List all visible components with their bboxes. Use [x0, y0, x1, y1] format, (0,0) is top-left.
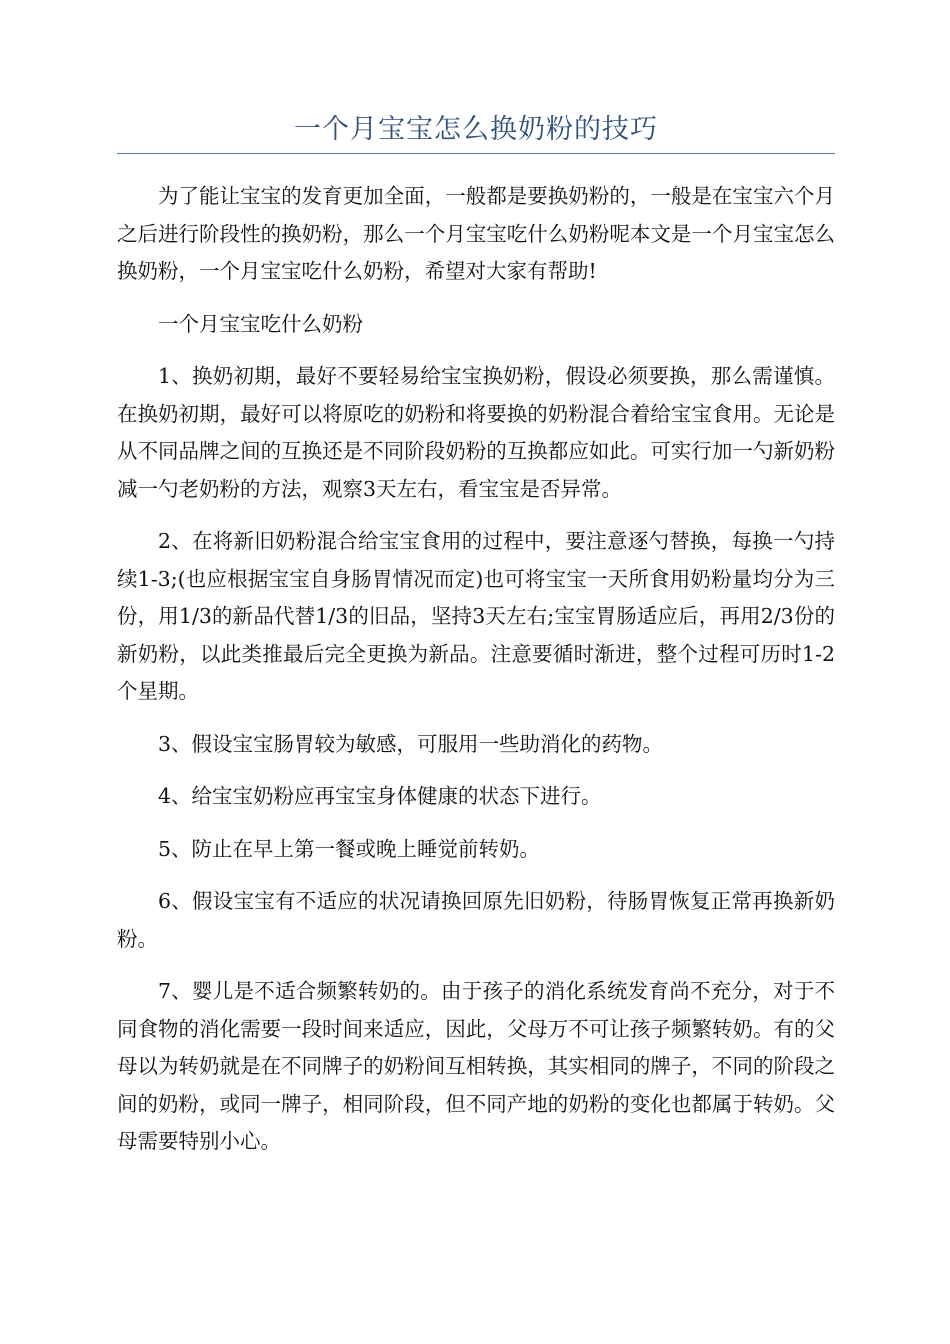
paragraph-item-2: 2、在将新旧奶粉混合给宝宝食用的过程中，要注意逐勺替换，每换一勺持续1-3;(也应根据宝宝自身肠胃情况而定)也可将宝宝一天所食用奶粉量均分为三份，用1/3的新品代替1/3的旧品，坚持3天左右;宝宝胃肠适应后，再用2/3份的新奶粉，以此类推最后完全更换为新品。注意要循时渐进，整个过程可历时1-2个星期。 [117, 529, 835, 703]
document-title: 一个月宝宝怎么换奶粉的技巧 [294, 114, 658, 145]
paragraph-item-5: 5、防止在早上第一餐或晚上睡觉前转奶。 [158, 836, 541, 861]
paragraph-intro: 为了能让宝宝的发育更加全面，一般都是要换奶粉的，一般是在宝宝六个月之后进行阶段性的换奶粉，那么一个月宝宝吃什么奶粉呢本文是一个月宝宝怎么换奶粉，一个月宝宝吃什么奶粉，希望对大家有帮助! [117, 184, 835, 283]
paragraph-item-1: 1、换奶初期，最好不要轻易给宝宝换奶粉，假设必须要换，那么需谨慎。在换奶初期，最好可以将原吃的奶粉和将要换的奶粉混合着给宝宝食用。无论是从不同品牌之间的互换还是不同阶段奶粉的互换都应如此。可实行加一勺新奶粉减一勺老奶粉的方法，观察3天左右，看宝宝是否异常。 [117, 364, 835, 501]
document-body [117, 178, 835, 1176]
paragraph-item-7: 7、婴儿是不适合频繁转奶的。由于孩子的消化系统发育尚不充分，对于不同食物的消化需要一段时间来适应，因此，父母万不可让孩子频繁转奶。有的父母以为转奶就是在不同牌子的奶粉间互相转换，其实相同的牌子，不同的阶段之间的奶粉，或同一牌子，相同阶段，但不同产地的奶粉的变化也都属于转奶。父母需要特别小心。 [117, 979, 835, 1153]
paragraph-item-3: 3、假设宝宝肠胃较为敏感，可服用一些助消化的药物。 [158, 731, 664, 756]
paragraph-subheading: 一个月宝宝吃什么奶粉 [158, 311, 363, 336]
paragraph-item-4: 4、给宝宝奶粉应再宝宝身体健康的状态下进行。 [158, 784, 602, 808]
paragraph-item-6: 6、假设宝宝有不适应的状况请换回原先旧奶粉，待肠胃恢复正常再换新奶粉。 [117, 889, 835, 951]
title-underline [117, 153, 835, 154]
